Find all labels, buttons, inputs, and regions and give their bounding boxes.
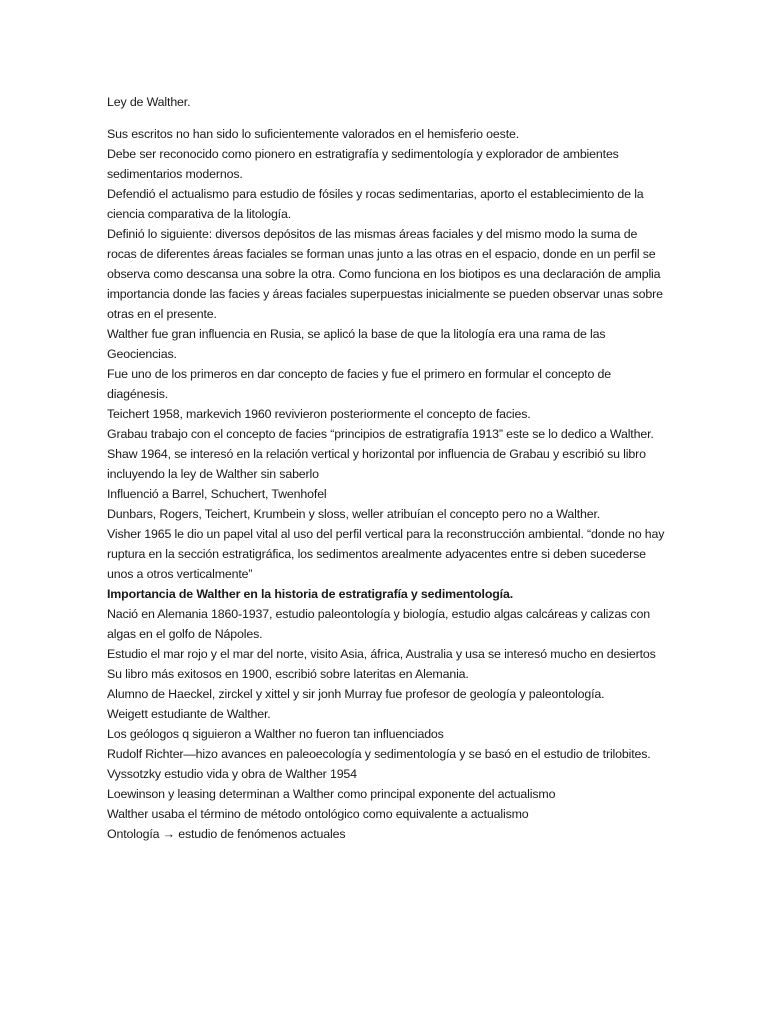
paragraph: Walther usaba el término de método ontológico como equivalente a actualismo [107,807,529,821]
paragraph: Debe ser reconocido como pionero en estratigrafía y sedimentología y explorador de ambientes sedimentarios modernos. [107,147,619,181]
paragraph: Loewinson y leasing determinan a Walther como principal exponente del actualismo [107,787,556,801]
paragraph: Definió lo siguiente: diversos depósitos de las mismas áreas faciales y del mismo modo la suma de rocas de diferentes áreas faciales se forman unas junto a las otras en el espacio, donde en un perfil se observa como descansa una sobre la otra. Como funciona en los biotipos es una declaración de amplia importancia donde las facies y áreas faciales superpuestas inicialmente se pueden observar unas sobre otras en el presente. [107,227,663,321]
paragraph: Rudolf Richter—hizo avances en paleoecología y sedimentología y se basó en el estudio de trilobites. [107,747,651,761]
paragraph: Vyssotzky estudio vida y obra de Walther 1954 [107,767,357,781]
paragraph: Influenció a Barrel, Schuchert, Twenhofel [107,487,327,501]
paragraph: Defendió el actualismo para estudio de fósiles y rocas sedimentarias, aporto el establecimiento de la ciencia comparativa de la litología. [107,187,644,221]
paragraph: Los geólogos q siguieron a Walther no fueron tan influenciados [107,727,444,741]
paragraph: Estudio el mar rojo y el mar del norte, visito Asia, áfrica, Australia y usa se interesó mucho en desiertos [107,647,656,661]
paragraph: Alumno de Haeckel, zirckel y xittel y sir jonh Murray fue profesor de geología y paleontología. [107,687,605,701]
paragraph: Ontología → estudio de fenómenos actuales [107,827,346,841]
paragraph: Teichert 1958, markevich 1960 revivieron posteriormente el concepto de facies. [107,407,531,421]
paragraph: Shaw 1964, se interesó en la relación vertical y horizontal por influencia de Grabau y escribió su libro incluyendo la ley de Walther sin saberlo [107,447,646,481]
paragraph: Dunbars, Rogers, Teichert, Krumbein y sloss, weller atribuían el concepto pero no a Walther. [107,507,601,521]
document-title: Ley de Walther. [107,95,191,109]
document-body [107,92,667,844]
paragraph: Grabau trabajo con el concepto de facies “principios de estratigrafía 1913” este se lo dedico a Walther. [107,427,654,441]
paragraph: Sus escritos no han sido lo suficientemente valorados en el hemisferio oeste. [107,127,520,141]
paragraph: Su libro más exitosos en 1900, escribió sobre lateritas en Alemania. [107,667,469,681]
paragraph: Walther fue gran influencia en Rusia, se aplicó la base de que la litología era una rama de las Geociencias. [107,327,606,361]
paragraph: Fue uno de los primeros en dar concepto de facies y fue el primero en formular el concepto de diagénesis. [107,367,611,401]
section-heading: Importancia de Walther en la historia de estratigrafía y sedimentología. [107,587,513,601]
paragraph: Nació en Alemania 1860-1937, estudio paleontología y biología, estudio algas calcáreas y calizas con algas en el golfo de Nápoles. [107,607,650,641]
paragraph: Visher 1965 le dio un papel vital al uso del perfil vertical para la reconstrucción ambiental. “donde no hay ruptura en la sección estratigráfica, los sedimentos arealmente adyacentes entre si deben sucederse unos a otros verticalmente” [107,527,665,581]
paragraph: Weigett estudiante de Walther. [107,707,271,721]
